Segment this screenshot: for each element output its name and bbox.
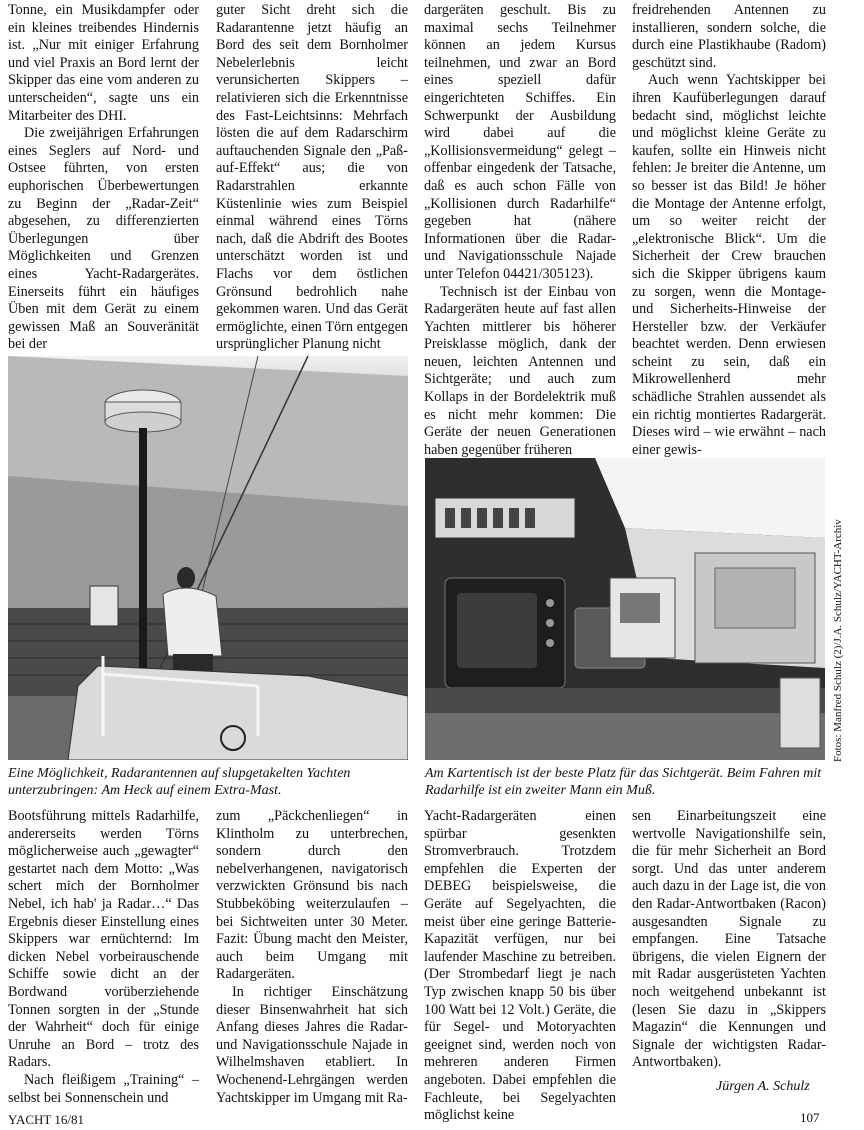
paragraph: Nach fleißigem „Training“ – selbst bei Sonnenschein und: [8, 1071, 199, 1106]
article-column-3: [424, 2, 616, 459]
paragraph: dargeräten geschult. Bis zu maximal sechs Teilnehmer können an jedem Kursus teilnehmen, und zwar an Bord eines speziell dafür eingerichteten Schiffes. Ein Schwerpunkt der Ausbildung wird dabei auf die „Kollisionsvermeidung“ gelegt – offenbar eingedenk der Tatsache, daß es auch schon Fälle von „Kollisionen durch Radarhilfe“ gegeben hat (nähere Informationen über die Radar- und Navigationsschule Najade unter Telefon 04421/305123).: [424, 2, 616, 282]
article-column-4: [632, 2, 826, 459]
photo-caption-left: Eine Möglichkeit, Radarantennen auf slupgetakelten Yachten unterzubringen: Am Heck auf einem Extra-Mast.: [8, 766, 351, 798]
paragraph: Tonne, ein Musikdampfer oder ein kleines treibendes Hindernis ist. „Nur mit einiger Erfahrung und viel Praxis an Bord lernt der Skipper das eine vom anderen zu unterscheiden“, sagte uns ein Mitarbeiter des DHI.: [8, 2, 199, 124]
article-column-8: [632, 808, 826, 1072]
photo-chart-table: [425, 458, 825, 760]
paragraph: Yacht-Radargeräten einen spürbar gesenkten Stromverbrauch. Trotzdem empfehlen die Experten der DEBEG beispielsweise, die Geräte auf Segelyachten, die meist über eine geringe Batterie-Kapazität verfügen, nur bei laufender Maschine zu betreiben. (Der Strombedarf liegt je nach Typ zwischen knapp 50 bis über 100 Watt bei 12 Volt.) Geräte, die für Segel- und Motoryachten geeignet sind, werden noch von mehreren anderen Firmen angeboten. Dabei empfehlen die Fachleute, bei Segelyachten möglichst keine: [424, 808, 616, 1124]
paragraph: In richtiger Einschätzung dieser Binsenwahrheit hat sich Anfang dieses Jahres die Radar- und Navigationsschule Najade in Wilhelmshaven etabliert. In Wochenend-Lehrgängen werden Yachtskipper im Umgang mit Ra-: [216, 983, 408, 1106]
photo-radar-mast: [8, 356, 408, 760]
article-column-6: [216, 808, 408, 1107]
photo-credit: Fotos: Manfred Schulz (2)/J.A. Schulz/YACHT-Archiv: [832, 519, 844, 762]
article-column-2: [216, 2, 408, 354]
page-number: 107: [800, 1110, 820, 1125]
paragraph: guter Sicht dreht sich die Radarantenne jetzt häufig an Bord des seit dem Bornholmer Nebelerlebnis leicht verunsicherten Skippers – relativieren sich die Erkenntnisse des Fast-Leichtsinns: Mehrfach lösten die auf dem Radarschirm auftauchenden Signale den „Paß-auf-Effekt“ aus; die von Radarstrahlen erkannte Küstenlinie wies zum Beispiel einmal während eines Törns nach, daß die Abdrift des Bootes unterschätzt worden ist und Flachs vor dem östlichen Grönsund bedrohlich nahe gekommen waren. Und das Gerät ermöglichte, einen Törn entgegen ursprünglicher Planung nicht: [216, 2, 408, 353]
paragraph: Auch wenn Yachtskipper bei ihren Kaufüberlegungen darauf bedacht sind, möglichst leichte und möglichst kleine Geräte zu kaufen, sollte ein Hinweis nicht fehlen: Je breiter die Antenne, um so besser ist das Bild! Je höher die Montage der Antenne erfolgt, um so weiter reicht der „elektronische Blick“. Um die Sicherheit der Crew brauchen sich die Skipper übrigens kaum zu sorgen, wenn die Montage- und Sicherheits-Hinweise der Hersteller bzw. der Verkäufer beachtet werden. Denn erwiesen scheint zu sein, daß ein Mikrowellenherd mehr schädliche Strahlen aussendet als ein richtig montiertes Radargerät. Dieses wird – wie erwähnt – nach einer gewis-: [632, 72, 826, 458]
paragraph: Die zweijährigen Erfahrungen eines Seglers auf Nord- und Ostsee führten, von ersten euphorischen Überbewertungen zu Beginn der „Radar-Zeit“ abgesehen, zu differenzierten Überlegungen über Möglichkeiten und Grenzen eines Yacht-Radargerätes. Einerseits führt ein häufiges Üben mit dem Gerät zu einem gewissen Maß an Souveränität bei der: [8, 125, 199, 353]
article-column-1: [8, 2, 199, 354]
paragraph: freidrehenden Antennen zu installieren, sondern solche, die durch eine Plastikhaube (Radom) geschützt sind.: [632, 2, 826, 71]
photo-caption-right: Am Kartentisch ist der beste Platz für das Sichtgerät. Beim Fahren mit Radarhilfe ist ein zweiter Mann ein Muß.: [425, 766, 822, 798]
article-column-5: [8, 808, 199, 1107]
author-signature: Jürgen A. Schulz: [716, 1079, 810, 1094]
paragraph: sen Einarbeitungszeit eine wertvolle Navigationshilfe sein, die für mehr Sicherheit an Bord sorgt. Und das unter anderem auch dazu in der Lage ist, die von den Radar-Antwortbaken (Racon) ausgesandten Signale zu empfangen. Eine Tatsache übrigens, die vielen Eignern der mit Radar ausgerüsteten Yachten noch weitgehend unbekannt ist (lesen Sie dazu in „Skippers Magazin“ die Kennungen und Signale der wichtigsten Radar-Antwortbaken).: [632, 808, 826, 1071]
paragraph: Bootsführung mittels Radarhilfe, andererseits werden Törns möglicherweise auch „gewagter“ gestartet nach dem Motto: „Was schert mich der Bornholmer Nebel, ich hab' ja Radar…“ Das Ergebnis dieser Einstellung eines Skippers war ernüchternd: Im dicken Nebel vorbeirauschende Schiffe sowie dicht an der Bordwand vorüberziehende Tonnen sorgten in der „Stunde der Wahrheit“ doch für einige Unruhe an Bord – trotz des Radars.: [8, 808, 199, 1071]
paragraph: Technisch ist der Einbau von Radargeräten heute auf fast allen Yachten mittlerer bis höherer Preisklasse möglich, dank der neuen, leichten Antennen und Sichtgeräte; und auch zum Kollaps in der Bordelektrik muß es nicht mehr kommen: Die Geräte der neuen Generationen haben gegenüber früheren: [424, 283, 616, 458]
article-column-7: [424, 808, 616, 1125]
magazine-issue: YACHT 16/81: [8, 1112, 84, 1127]
paragraph: zum „Päckchenliegen“ in Klintholm zu unterbrechen, sondern durch den nebelverhangenen, navigatorisch verzwickten Grönsund bis nach Stubbeköbing weiterzulaufen – bei Sichtweiten unter 30 Meter. Fazit: Übung macht den Meister, auch beim Umgang mit Radargeräten.: [216, 808, 408, 983]
